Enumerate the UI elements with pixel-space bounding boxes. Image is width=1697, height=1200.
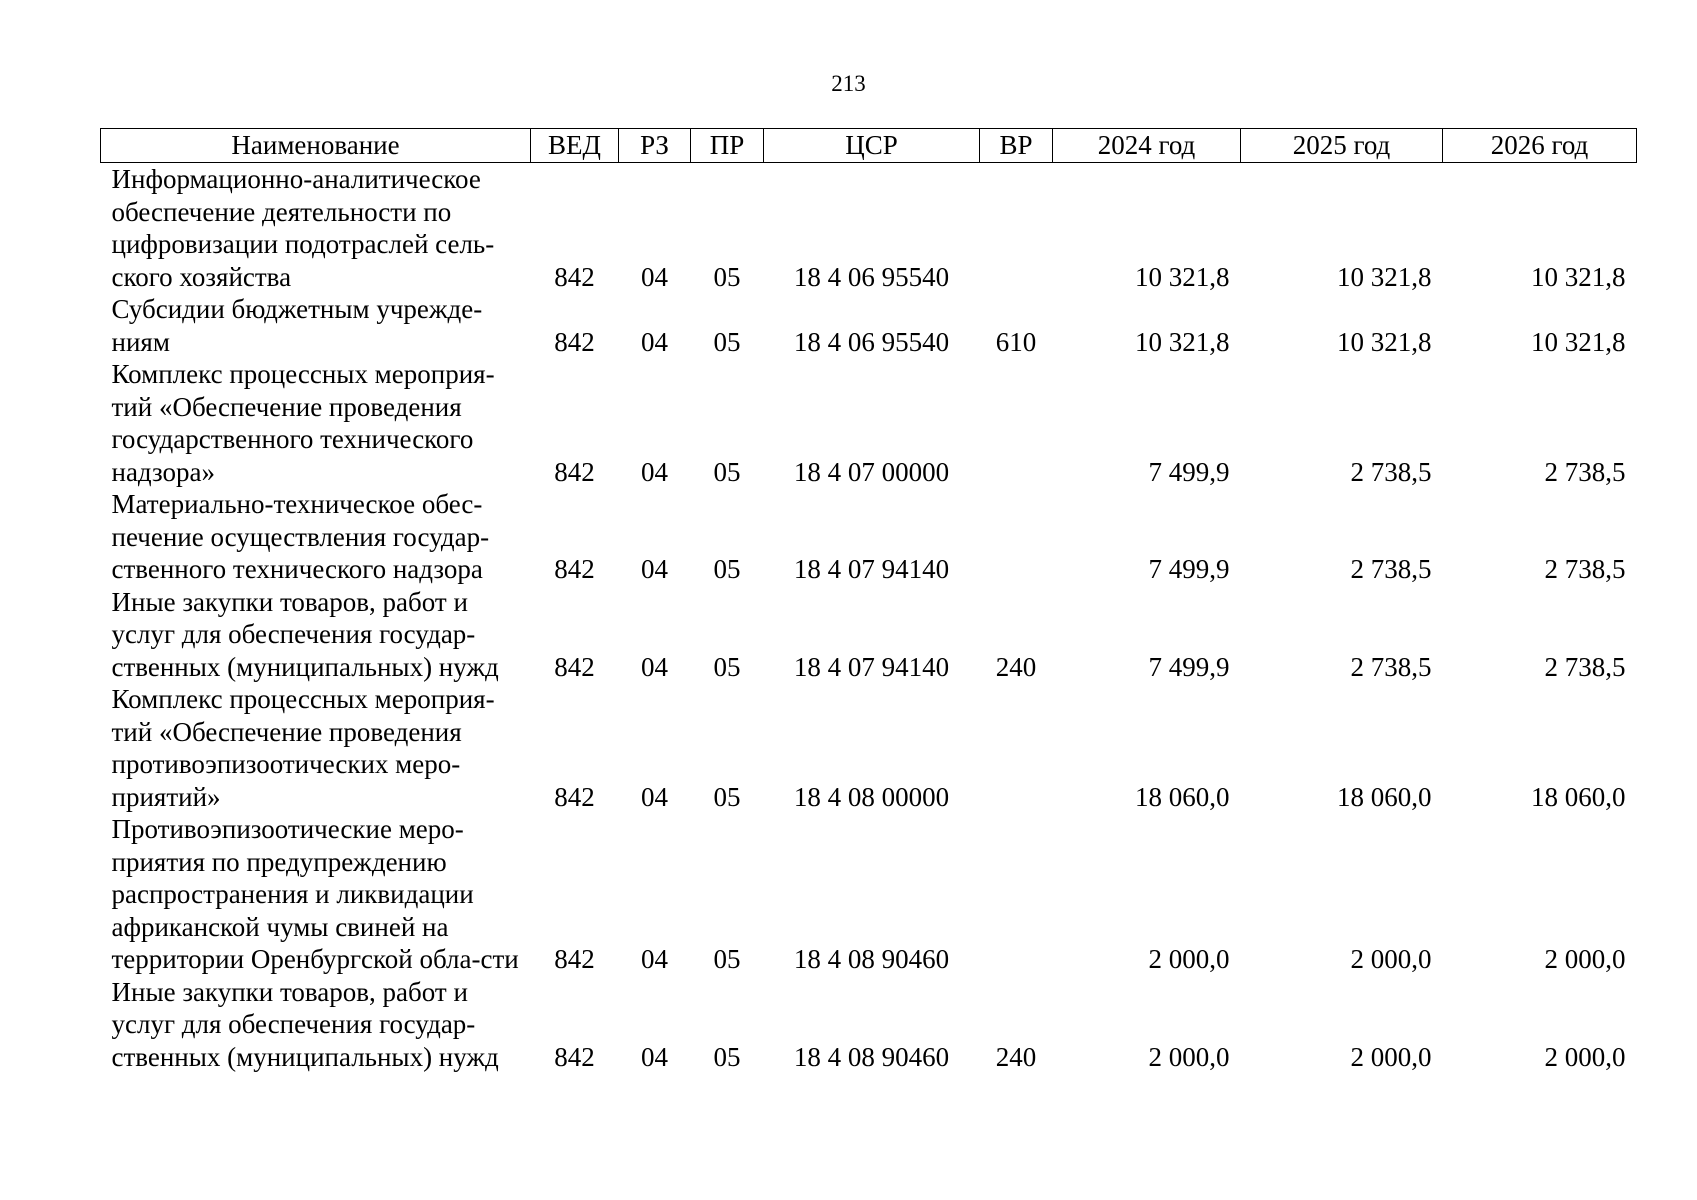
cell-2024: 2 000,0: [1148, 944, 1230, 974]
cell-name: Субсидии бюджетным учрежде-ниям: [111, 294, 483, 357]
cell-rz: 04: [641, 456, 668, 487]
cell-pr: 05: [713, 1041, 741, 1072]
cell-2024: 7 499,9: [1148, 651, 1230, 682]
cell-vr: [980, 358, 1053, 488]
cell-vr: [980, 163, 1053, 294]
cell-2026: 18 060,0: [1531, 781, 1626, 812]
cell-csr: 18 4 06 95540: [793, 261, 950, 292]
cell-2026: 10 321,8: [1531, 261, 1626, 292]
cell-2026: 2 000,0: [1544, 944, 1626, 974]
cell-pr: 05: [713, 781, 741, 812]
cell-2024: 7 499,9: [1148, 554, 1230, 584]
header-rz: РЗ: [619, 129, 691, 163]
cell-csr: 18 4 08 90460: [793, 944, 950, 974]
table-row: [101, 976, 1637, 1074]
table-row: [101, 293, 1637, 358]
cell-rz: 04: [641, 651, 668, 682]
cell-ved: 842: [554, 781, 595, 812]
cell-2025: 2 000,0: [1350, 944, 1432, 974]
cell-2026: 2 738,5: [1544, 651, 1626, 682]
cell-name: Иные закупки товаров, работ и услуг для обеспечения государ-ственных (муниципальных) нужд: [111, 586, 499, 682]
table-header-row: [101, 129, 1637, 163]
table-row: [101, 813, 1637, 976]
header-pr: ПР: [691, 129, 764, 163]
cell-2025: 2 000,0: [1350, 1041, 1432, 1072]
cell-pr: 05: [713, 456, 741, 487]
table-row: [101, 586, 1637, 684]
cell-ved: 842: [554, 326, 595, 357]
header-vr: ВР: [980, 129, 1053, 163]
cell-csr: 18 4 08 90460: [793, 1041, 950, 1072]
cell-vr: 240: [995, 1041, 1037, 1072]
cell-rz: 04: [641, 261, 668, 292]
cell-name: Материально-техническое обес-печение осуществления государ-ственного технического надзора: [111, 489, 490, 584]
cell-rz: 04: [641, 944, 668, 974]
cell-2025: 18 060,0: [1337, 781, 1432, 812]
cell-ved: 842: [554, 554, 595, 584]
header-ved: ВЕД: [531, 129, 619, 163]
cell-pr: 05: [713, 944, 741, 974]
header-2025: 2025 год: [1241, 129, 1443, 163]
cell-2024: 10 321,8: [1135, 326, 1230, 357]
cell-ved: 842: [554, 456, 595, 487]
cell-2024: 10 321,8: [1135, 261, 1230, 292]
cell-rz: 04: [641, 781, 668, 812]
table-row: [101, 488, 1637, 586]
page-number: 213: [831, 71, 866, 96]
cell-name: Комплекс процессных мероприя-тий «Обеспечение проведения государственного технического надзора»: [111, 359, 495, 487]
header-name: Наименование: [101, 129, 531, 163]
cell-2025: 10 321,8: [1337, 261, 1432, 292]
cell-vr: [980, 683, 1053, 813]
cell-csr: 18 4 07 94140: [793, 651, 950, 682]
cell-2024: 2 000,0: [1148, 1041, 1230, 1072]
cell-pr: 05: [713, 651, 741, 682]
cell-vr: [980, 488, 1053, 586]
cell-2025: 2 738,5: [1350, 554, 1432, 584]
cell-csr: 18 4 07 00000: [793, 456, 950, 487]
cell-2026: 10 321,8: [1531, 326, 1626, 357]
header-2024: 2024 год: [1053, 129, 1241, 163]
cell-rz: 04: [641, 554, 668, 584]
cell-csr: 18 4 08 00000: [793, 781, 950, 812]
cell-ved: 842: [554, 651, 595, 682]
cell-csr: 18 4 07 94140: [793, 554, 950, 584]
cell-2025: 2 738,5: [1350, 651, 1432, 682]
table-row: [101, 683, 1637, 813]
cell-2026: 2 738,5: [1544, 456, 1626, 487]
cell-2026: 2 738,5: [1544, 554, 1626, 584]
header-2026: 2026 год: [1443, 129, 1637, 163]
cell-name: Противоэпизоотические меро-приятия по предупреждению распространения и ликвидации африканской чумы свиней на территории Оренбургской обла-сти: [111, 814, 519, 974]
cell-vr: [980, 813, 1053, 976]
cell-ved: 842: [554, 1041, 595, 1072]
cell-name: Комплекс процессных мероприя-тий «Обеспечение проведения противоэпизоотических меро-приятий»: [111, 684, 495, 812]
table-row: [101, 358, 1637, 488]
cell-ved: 842: [554, 944, 595, 974]
cell-2024: 7 499,9: [1148, 456, 1230, 487]
cell-rz: 04: [641, 1041, 668, 1072]
header-csr: ЦСР: [764, 129, 980, 163]
cell-ved: 842: [554, 261, 595, 292]
cell-name: Информационно-аналитическое обеспечение деятельности по цифровизации подотраслей сель-ского хозяйства: [111, 164, 495, 292]
cell-2025: 2 738,5: [1350, 456, 1432, 487]
cell-name: Иные закупки товаров, работ и услуг для обеспечения государ-ственных (муниципальных) нужд: [111, 976, 499, 1072]
cell-2025: 10 321,8: [1337, 326, 1432, 357]
cell-pr: 05: [713, 554, 741, 584]
table-row: [101, 163, 1637, 294]
cell-rz: 04: [641, 326, 668, 357]
cell-pr: 05: [713, 326, 741, 357]
cell-2024: 18 060,0: [1135, 781, 1230, 812]
cell-csr: 18 4 06 95540: [793, 326, 950, 357]
cell-2026: 2 000,0: [1544, 1041, 1626, 1072]
budget-table: [100, 128, 1637, 1073]
cell-pr: 05: [713, 261, 741, 292]
cell-vr: 610: [995, 326, 1037, 357]
cell-vr: 240: [995, 651, 1037, 682]
